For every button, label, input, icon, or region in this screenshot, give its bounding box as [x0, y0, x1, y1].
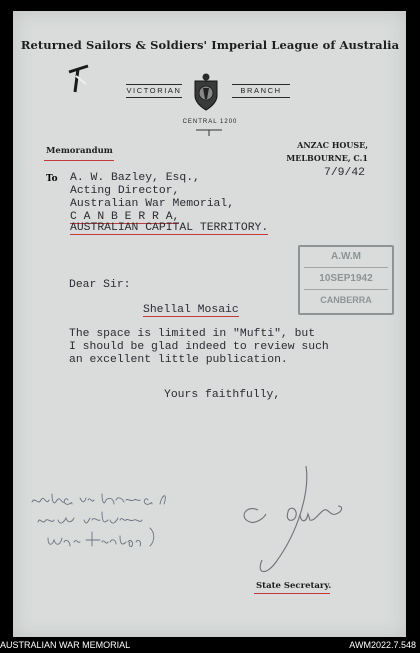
letterhead-title: Returned Sailors & Soldiers' Imperial League of Australia	[20, 38, 400, 52]
rsl-crest-icon	[188, 72, 224, 112]
branch-box: BRANCH	[232, 84, 290, 98]
recipient-title: Acting Director,	[70, 185, 180, 197]
victorian-box: VICTORIAN	[126, 84, 182, 98]
branch-banner	[0, 72, 420, 112]
signatory-title: State Secretary.	[256, 581, 332, 591]
body-line-1: The space is limited in "Mufti", but	[69, 328, 316, 340]
subject-line: Shellal Mosaic	[143, 304, 239, 316]
to-label: To	[46, 174, 58, 184]
stamp-rule-bottom	[304, 289, 388, 290]
signature	[226, 462, 356, 582]
stamp-rule-top	[304, 267, 388, 268]
divider-ornament	[196, 127, 222, 137]
body-line-2: I should be glad indeed to review such	[69, 341, 329, 353]
letter-date: 7/9/42	[324, 167, 366, 179]
stamp-line-1: A.W.M	[331, 251, 361, 262]
handwritten-note	[30, 492, 190, 558]
stamp-line-3: CANBERRA	[320, 295, 372, 305]
address-line-1: ANZAC HOUSE,	[297, 140, 368, 150]
sender-address	[286, 139, 368, 165]
receipt-stamp	[298, 245, 394, 315]
address-line-2: MELBOURNE, C.1	[286, 153, 368, 163]
signatory-underline	[254, 593, 330, 594]
stamp-date: 10SEP1942	[319, 273, 373, 284]
footer-accession-number: AWM2022.7.548	[349, 640, 416, 650]
memorandum-underline	[44, 160, 114, 161]
footer-institution: AUSTRALIAN WAR MEMORIAL	[0, 640, 131, 650]
salutation: Dear Sir:	[69, 279, 131, 291]
closing: Yours faithfully,	[164, 389, 281, 401]
memorandum-label: Memorandum	[46, 146, 113, 156]
recipient-org: Australian War Memorial,	[70, 198, 235, 210]
body-line-3: an excellent little publication.	[69, 354, 288, 366]
recipient-city: C A N B E R R A,	[70, 211, 180, 223]
recipient-territory: AUSTRALIAN CAPITAL TERRITORY.	[70, 222, 269, 234]
recipient-name: A. W. Bazley, Esq.,	[70, 172, 200, 184]
phone-number: CENTRAL 1200	[182, 119, 238, 125]
